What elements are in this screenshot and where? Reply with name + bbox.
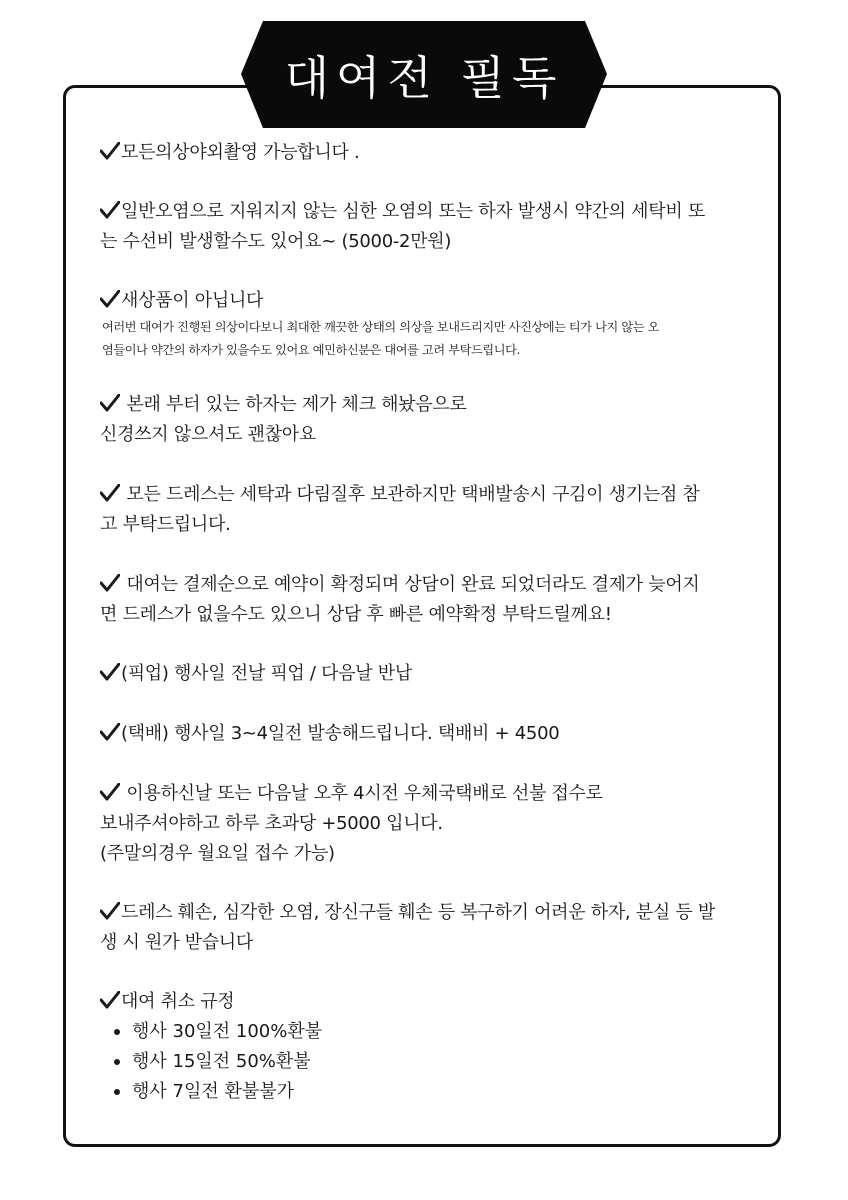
title-banner: [241, 21, 607, 128]
check-icon: [100, 142, 120, 160]
notice-cleaning-fee: [100, 197, 705, 257]
list-item: 행사 15일전 50%환불: [100, 1047, 322, 1077]
notice-text: 모든 드레스는 세탁과 다림질후 보관하지만 택배발송시 구김이 생기는점 참: [121, 484, 700, 505]
check-icon: [100, 574, 120, 592]
notice-damage: [100, 898, 715, 958]
check-icon: [100, 394, 120, 412]
notice-existing-defects: [100, 390, 467, 450]
notice-outdoor: [100, 138, 359, 168]
notice-text: 대여는 결제순으로 예약이 확정되며 상담이 완료 되었더라도 결제가 늦어지: [121, 574, 700, 595]
notice-not-new: [100, 286, 659, 362]
notice-text: 신경쓰지 않으셔도 괜찮아요: [100, 424, 316, 445]
bullet-icon: [114, 1059, 120, 1065]
check-icon: [100, 663, 120, 681]
notice-note: 여러번 대여가 진행된 의상이다보니 최대한 깨끗한 상태의 의상을 보내드리지만 사진상에는 티가 나지 않는 오: [102, 320, 659, 334]
bullet-icon: [114, 1029, 120, 1035]
page-title: 대여전 필독: [284, 50, 564, 105]
check-icon: [100, 902, 120, 920]
notice-cancellation: [100, 987, 322, 1107]
notice-text: 본래 부터 있는 하자는 제가 체크 해놨음으로: [121, 394, 467, 415]
bullet-icon: [114, 1089, 120, 1095]
check-icon: [100, 201, 120, 219]
notice-wrinkles: [100, 480, 700, 540]
notice-delivery: [100, 719, 559, 749]
notice-text: 보내주셔야하고 하루 초과당 +5000 입니다.: [100, 813, 443, 834]
check-icon: [100, 723, 120, 741]
notice-text: 이용하신날 또는 다음날 오후 4시전 우체국택배로 선불 접수로: [121, 783, 603, 804]
notice-reservation: [100, 570, 700, 630]
notice-text: (택배) 행사일 3~4일전 발송해드립니다. 택배비 + 4500: [121, 723, 560, 744]
notice-pickup: [100, 659, 412, 689]
notice-text: 생 시 원가 받습니다: [100, 932, 253, 953]
check-icon: [100, 991, 120, 1009]
notice-text: 면 드레스가 없을수도 있으니 상담 후 빠른 예약확정 부탁드릴께요!: [100, 604, 612, 625]
list-item: 행사 30일전 100%환불: [100, 1017, 322, 1047]
notice-text: 고 부탁드립니다.: [100, 514, 231, 535]
notice-text: 일반오염으로 지워지지 않는 심한 오염의 또는 하자 발생시 약간의 세탁비 또: [121, 201, 705, 222]
notice-text: (주말의경우 월요일 접수 가능): [100, 843, 335, 864]
notice-text: 대여 취소 규정: [121, 991, 235, 1012]
notice-note: 염들이나 약간의 하자가 있을수도 있어요 예민하신분은 대여를 고려 부탁드립니다.: [102, 343, 520, 357]
check-icon: [100, 783, 120, 801]
notice-return: [100, 779, 603, 869]
notice-text: 드레스 훼손, 심각한 오염, 장신구들 훼손 등 복구하기 어려운 하자, 분실 등 발: [121, 902, 715, 923]
notice-text: (픽업) 행사일 전날 픽업 / 다음날 반납: [121, 663, 412, 684]
notice-text: 모든의상야외촬영 가능합니다 .: [121, 142, 360, 163]
notice-text: 새상품이 아닙니다: [121, 290, 264, 311]
check-icon: [100, 484, 120, 502]
notice-text: 는 수선비 발생할수도 있어요~ (5000-2만원): [100, 231, 452, 252]
list-item: 행사 7일전 환불불가: [100, 1077, 322, 1107]
cancellation-policy-list: [100, 1017, 322, 1107]
check-icon: [100, 290, 120, 308]
